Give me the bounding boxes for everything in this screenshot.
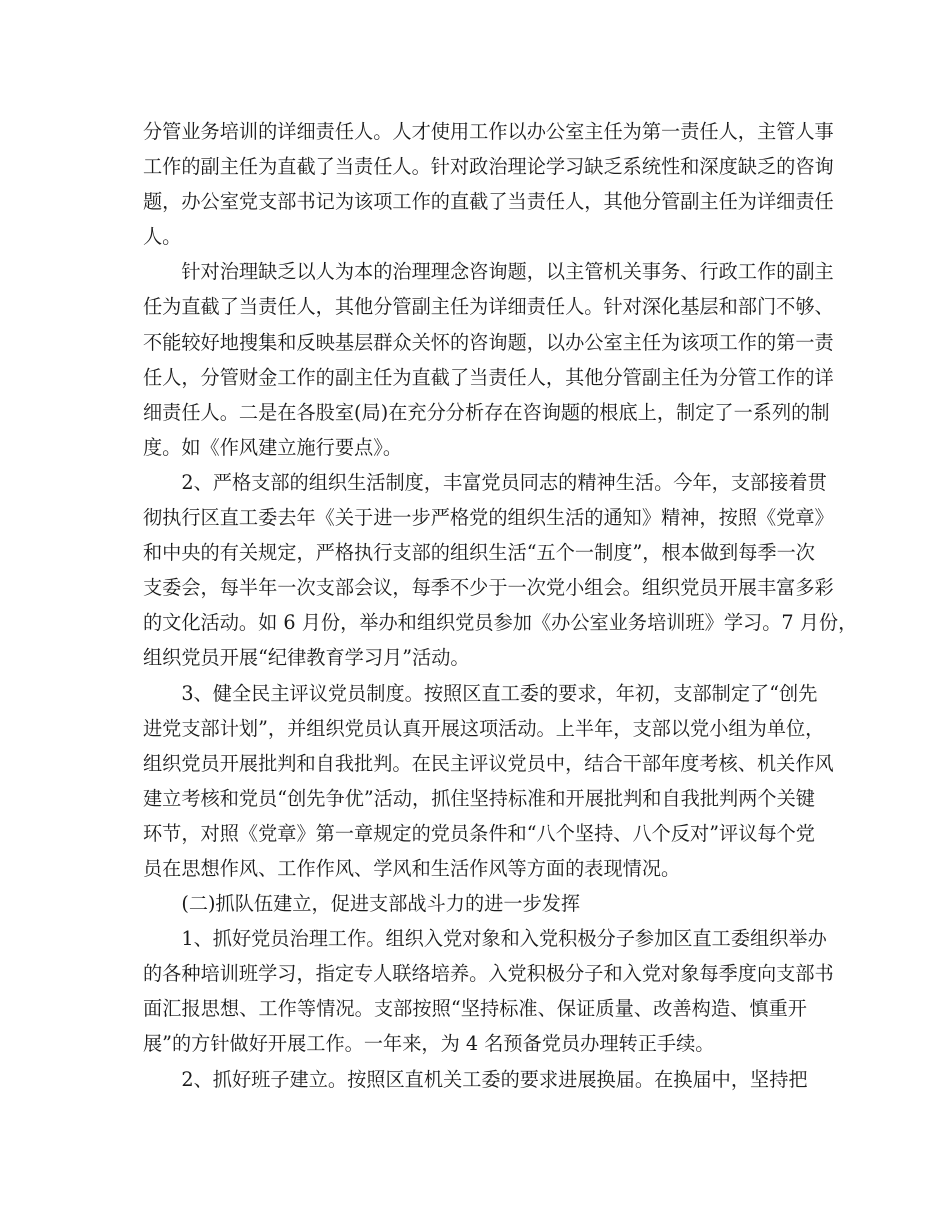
text-line: 组织党员开展批判和自我批判。在民主评议党员中，结合干部年度考核、机关作风: [143, 751, 834, 775]
text-line: 工作的副主任为直截了当责任人。针对政治理论学习缺乏系统性和深度缺乏的咨询: [143, 155, 834, 179]
text-line: 2、严格支部的组织生活制度，丰富党员同志的精神生活。今年，支部接着贯: [143, 470, 827, 494]
text-line: 建立考核和党员“创先争优”活动，抓住坚持标准和开展批判和自我批判两个关键: [143, 786, 815, 810]
text-line: 1、抓好党员治理工作。组织入党对象和入党积极分子参加区直工委组织举办: [143, 927, 827, 951]
text-line: 环节，对照《党章》第一章规定的党员条件和“八个坚持、八个反对”评议每个党: [143, 821, 815, 845]
text-line: 组织党员开展“纪律教育学习月”活动。: [143, 646, 470, 670]
text-line: 人。: [143, 225, 182, 249]
text-line: 度。如《作风建立施行要点》。: [143, 435, 403, 459]
text-line: (二)抓队伍建立，促进支部战斗力的进一步发挥: [143, 892, 581, 916]
text-line: 面汇报思想、工作等情况。支部按照“坚持标准、保证质量、改善构造、慎重开: [143, 997, 807, 1021]
text-line: 题，办公室党支部书记为该项工作的直截了当责任人，其他分管副主任为详细责任: [143, 190, 834, 214]
paragraph-p5: [143, 886, 807, 921]
text-line: 的各种培训班学习，指定专人联络培养。入党积极分子和入党对象每季度向支部书: [143, 962, 834, 986]
text-line: 和中央的有关规定，严格执行支部的组织生活“五个一制度”，根本做到每季一次: [143, 541, 815, 565]
text-line: 2、抓好班子建立。按照区直机关工委的要求进展换届。在换届中，坚持把: [143, 1067, 808, 1091]
text-line: 3、健全民主评议党员制度。按照区直工委的要求，年初，支部制定了“创先: [143, 681, 818, 705]
text-line: 进党支部计划”，并组织党员认真开展这项活动。上半年，支部以党小组为单位，: [143, 716, 825, 740]
text-line: 员在思想作风、工作作风、学风和生活作风等方面的表现情况。: [143, 856, 681, 880]
text-line: 任人，分管财金工作的副主任为直截了当责任人，其他分管副主任为分管工作的详: [143, 365, 834, 389]
document-body: [143, 114, 858, 1097]
paragraph-p2: [143, 254, 834, 465]
text-line: 展”的方针做好开展工作。一年来，为 4 名预备党员办理转正手续。: [143, 1032, 715, 1056]
text-line: 分管业务培训的详细责任人。人才使用工作以办公室主任为第一责任人，主管人事: [143, 120, 834, 143]
text-line: 的文化活动。如 6 月份，举办和组织党员参加《办公室业务培训班》学习。7 月份，: [143, 611, 858, 635]
paragraph-p7: [143, 1062, 807, 1097]
paragraph-p6: [143, 921, 834, 1061]
paragraph-p1: [143, 114, 834, 254]
paragraph-p3: [143, 465, 858, 676]
text-line: 细责任人。二是在各股室(局)在充分分析存在咨询题的根底上，制定了一系列的制: [143, 400, 830, 424]
text-line: 针对治理缺乏以人为本的治理理念咨询题，以主管机关事务、行政工作的副主: [143, 260, 834, 284]
paragraph-p4: [143, 676, 834, 887]
text-line: 任为直截了当责任人，其他分管副主任为详细责任人。针对深化基层和部门不够、: [143, 295, 834, 319]
text-line: 不能较好地搜集和反映基层群众关怀的咨询题，以办公室主任为该项工作的第一责: [143, 330, 834, 354]
text-line: 彻执行区直工委去年《关于进一步严格党的组织生活的通知》精神，按照《党章》: [143, 506, 834, 530]
text-line: 支委会，每半年一次支部会议，每季不少于一次党小组会。组织党员开展丰富多彩: [143, 576, 834, 600]
